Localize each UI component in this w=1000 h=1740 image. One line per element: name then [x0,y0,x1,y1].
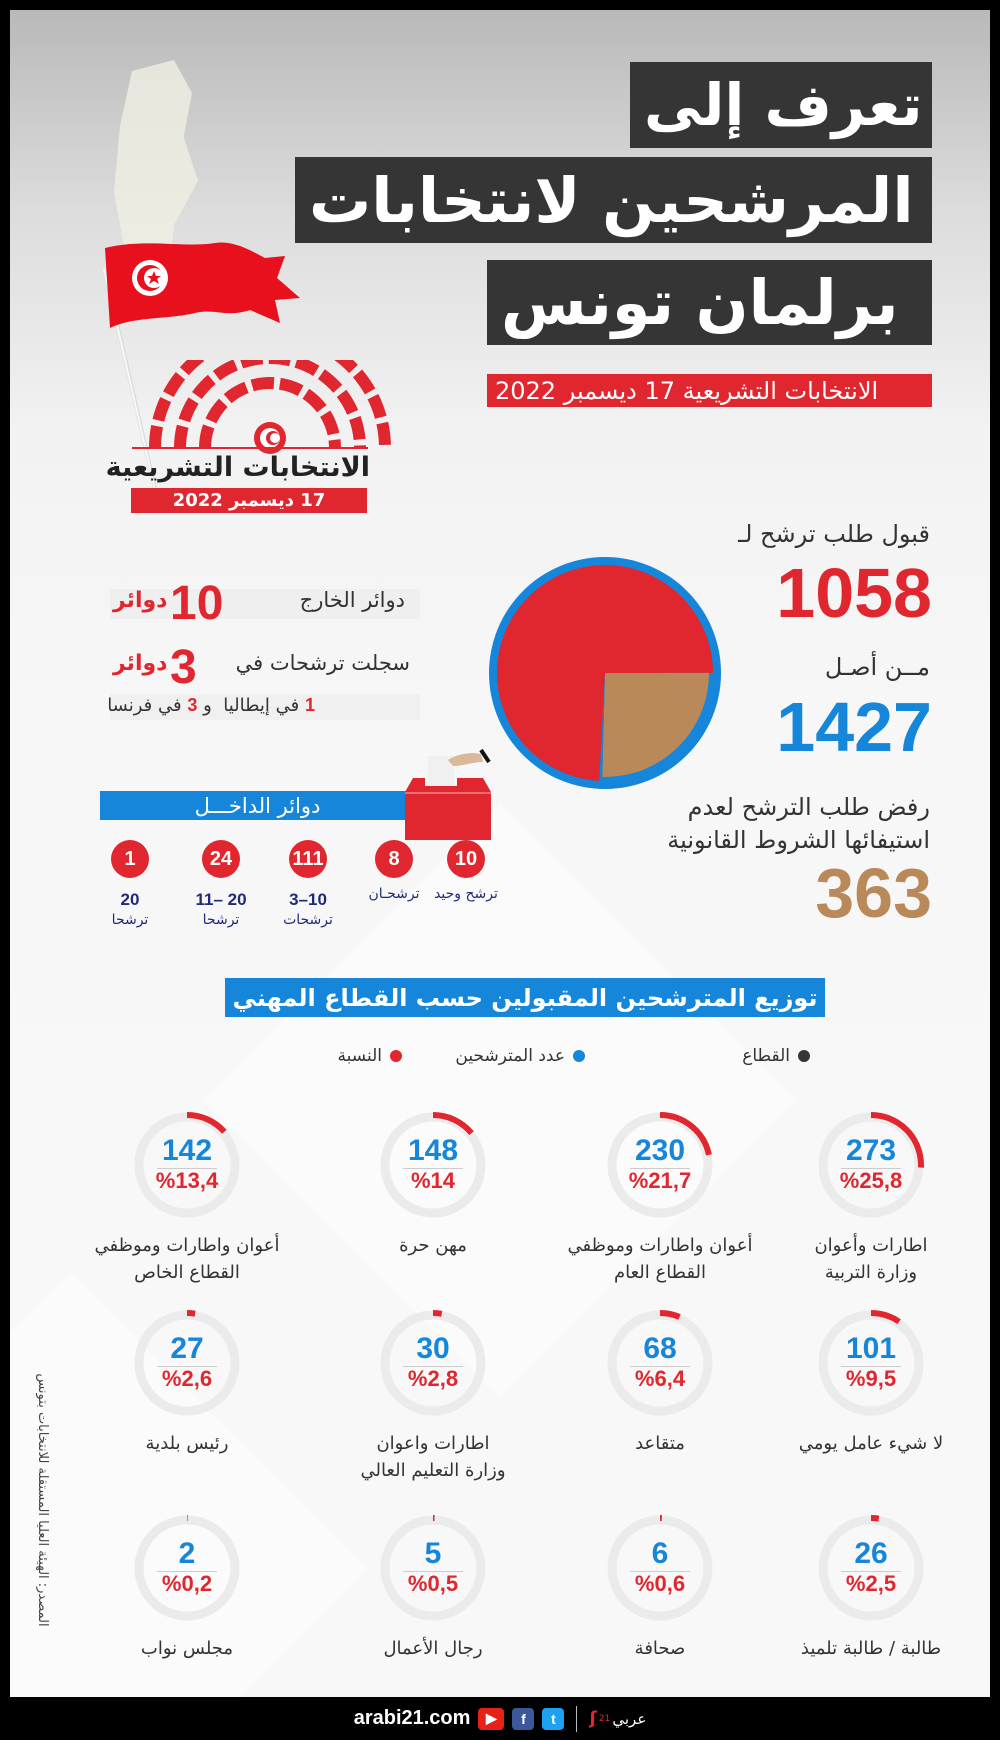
district-count-badge: 10 [447,840,485,878]
sector-count: 273 [845,1134,897,1167]
domestic-stat-item [176,840,266,930]
sector-count: 6 [651,1537,669,1570]
and-label: و [203,695,212,716]
domestic-stat-item [263,840,353,930]
sector-count: 142 [161,1134,213,1167]
districts-with-candidates-unit: دوائر [113,651,168,676]
sector-gauge [761,1513,981,1697]
total-count: 1427 [776,688,932,766]
domestic-stat-item [85,840,175,930]
sector-label [77,1430,297,1457]
sector-gauge [323,1110,543,1300]
sector-count: 27 [170,1332,204,1365]
district-count-badge: 1 [111,840,149,878]
rejected-label [667,791,930,857]
sector-percentage: %13,4 [155,1168,219,1193]
emblem-divider [132,447,368,449]
candidate-unit: ترشح وحيد [434,886,498,902]
sector-label [323,1232,543,1259]
twitter-icon[interactable]: t [542,1708,564,1730]
sector-count: 230 [634,1134,686,1167]
sector-label-line-1: متقاعد [635,1433,685,1454]
sector-label-line-1: أعوان واطارات وموظفي [94,1235,280,1256]
candidacy-pie-chart [488,556,722,790]
overseas-districts-label: دوائر الخارج [299,588,405,612]
sector-label-line-1: مهن حرة [399,1235,467,1256]
subtitle-date-bar: الانتخابات التشريعية 17 ديسمبر 2022 [487,374,932,407]
districts-with-candidates-count: 3 [170,641,197,694]
brand-name: عربي [612,1709,647,1728]
candidate-unit: ترشحـان [368,886,420,902]
domestic-districts-header: دوائر الداخـــل [100,791,415,820]
sector-percentage: %6,4 [634,1366,686,1391]
candidate-unit: ترشحا [202,912,240,928]
sector-percentage: %14 [410,1168,456,1193]
sector-label [323,1635,543,1662]
sector-count: 30 [416,1332,450,1365]
infographic [10,10,990,1697]
candidate-unit: ترشحات [283,912,333,928]
sector-label-line-2: وزارة التعليم العالي [360,1460,506,1481]
sector-label-line-1: اطارات وأعوان [814,1235,928,1256]
youtube-icon[interactable]: ▶ [478,1708,504,1730]
sector-gauge [323,1308,543,1498]
italy-count: 1 [304,695,315,715]
italy-label: في إيطاليا [223,695,300,716]
sector-label [761,1232,981,1286]
sector-label-line-1: صحافة [634,1638,686,1659]
sector-label [77,1232,297,1286]
rejected-count: 363 [815,854,932,932]
emblem-title: الانتخابات التشريعية [105,452,370,483]
sector-label [550,1232,770,1286]
sector-count: 68 [643,1332,677,1365]
legend-dot-icon [573,1050,585,1062]
rejected-label-line-2: استيفائها الشروط القانونية [667,826,930,854]
facebook-icon[interactable]: f [512,1708,534,1730]
overseas-districts-count: 10 [170,577,224,630]
title-line-1 [630,62,932,148]
legend-dot-icon [390,1050,402,1062]
sector-label-line-1: رجال الأعمال [383,1638,483,1659]
sector-label-line-1: طالبة / طالبة تلميذ [800,1638,942,1659]
rejected-label-line-1: رفض طلب الترشح لعدم [687,793,930,821]
sector-gauge [77,1513,297,1697]
sector-count: 5 [424,1537,442,1570]
sector-gauge [323,1513,543,1697]
emblem-date: 17 ديسمبر 2022 [131,488,367,513]
sector-label [761,1430,981,1457]
domestic-stat-item [349,840,439,904]
sector-label [77,1635,297,1662]
overseas-districts-unit: دوائر [113,588,168,613]
brand-logo [589,1708,646,1729]
sector-percentage: %2,5 [845,1571,897,1596]
sector-label-line-2: وزارة التربية [824,1262,918,1283]
sector-label [550,1430,770,1457]
sector-count: 101 [845,1332,897,1365]
brand-superscript: 21 [598,1713,611,1724]
sector-label-line-2: القطاع العام [613,1262,707,1283]
candidate-range: 11– 20 [195,890,247,909]
sector-label-line-2: القطاع الخاص [134,1262,240,1283]
source-note: المصدر: الهيئة العليا المستقلة للانتخابات بتونس [35,1373,50,1627]
sector-percentage: %9,5 [845,1366,897,1391]
district-count-badge: 111 [289,840,327,878]
title-text: المرشحين لانتخابات [309,163,914,237]
legend-label: النسبة [337,1046,382,1066]
legend-candidate-count [455,1046,585,1066]
legend-percentage [338,1046,402,1066]
footer [0,1697,1000,1740]
sector-label [761,1635,981,1662]
sector-label-line-1: اطارات واعوان [376,1433,490,1454]
sector-gauge [550,1308,770,1498]
brand-mark-icon: ʃ [589,1708,597,1729]
accepted-label: قبول طلب ترشح لـ [738,520,930,548]
sector-percentage: %0,5 [407,1571,459,1596]
sector-gauge [77,1110,297,1300]
sector-percentage: %21,7 [628,1168,692,1193]
site-url[interactable]: arabi21.com [353,1707,471,1729]
sector-gauge [77,1308,297,1498]
sector-label-line-1: لا شيء عامل يومي [798,1433,944,1454]
legend-sector [742,1046,810,1066]
overseas-breakdown [107,695,315,716]
district-count-badge: 8 [375,840,413,878]
sector-label [550,1635,770,1662]
sector-label-line-1: أعوان واطارات وموظفي [567,1235,753,1256]
sector-label-line-1: رئيس بلدية [145,1433,229,1454]
title-text: برلمان تونس [501,266,899,339]
title-line-2 [295,157,932,243]
sector-percentage: %25,8 [839,1168,903,1193]
districts-with-candidates-label: سجلت ترشحات في [235,651,410,675]
ballot-box-icon [403,748,493,840]
sector-section-title: توزيع المترشحين المقبولين حسب القطاع المهني [225,978,825,1017]
sector-label-line-1: مجلس نواب [140,1638,234,1659]
france-count: 3 [187,695,198,715]
sector-count: 148 [407,1134,459,1167]
total-label: مــن أصـل [824,653,930,681]
candidate-unit: ترشحا [111,912,149,928]
france-label: في فرنسا [107,695,182,716]
candidate-range: 3–10 [289,890,327,909]
sector-percentage: %2,6 [161,1366,213,1391]
sector-percentage: %0,6 [634,1571,686,1596]
tunisia-flag-icon [105,238,305,338]
sector-gauge [761,1308,981,1498]
pie-slice [602,673,709,777]
title-line-3 [487,260,932,345]
district-count-badge: 24 [202,840,240,878]
sector-gauge [761,1110,981,1300]
title-text: تعرف إلى [644,71,923,139]
sector-percentage: %0,2 [161,1571,213,1596]
legend-label: القطاع [742,1046,790,1066]
sector-label [323,1430,543,1484]
sector-percentage: %2,8 [407,1366,459,1391]
accepted-count: 1058 [776,554,932,632]
legend-label: عدد المترشحين [455,1046,565,1066]
legend-dot-icon [798,1050,810,1062]
sector-gauge [550,1513,770,1697]
footer-divider [576,1706,577,1732]
sector-count: 26 [854,1537,888,1570]
candidate-range: 20 [120,890,140,909]
sector-gauge [550,1110,770,1300]
sector-count: 2 [178,1537,196,1570]
